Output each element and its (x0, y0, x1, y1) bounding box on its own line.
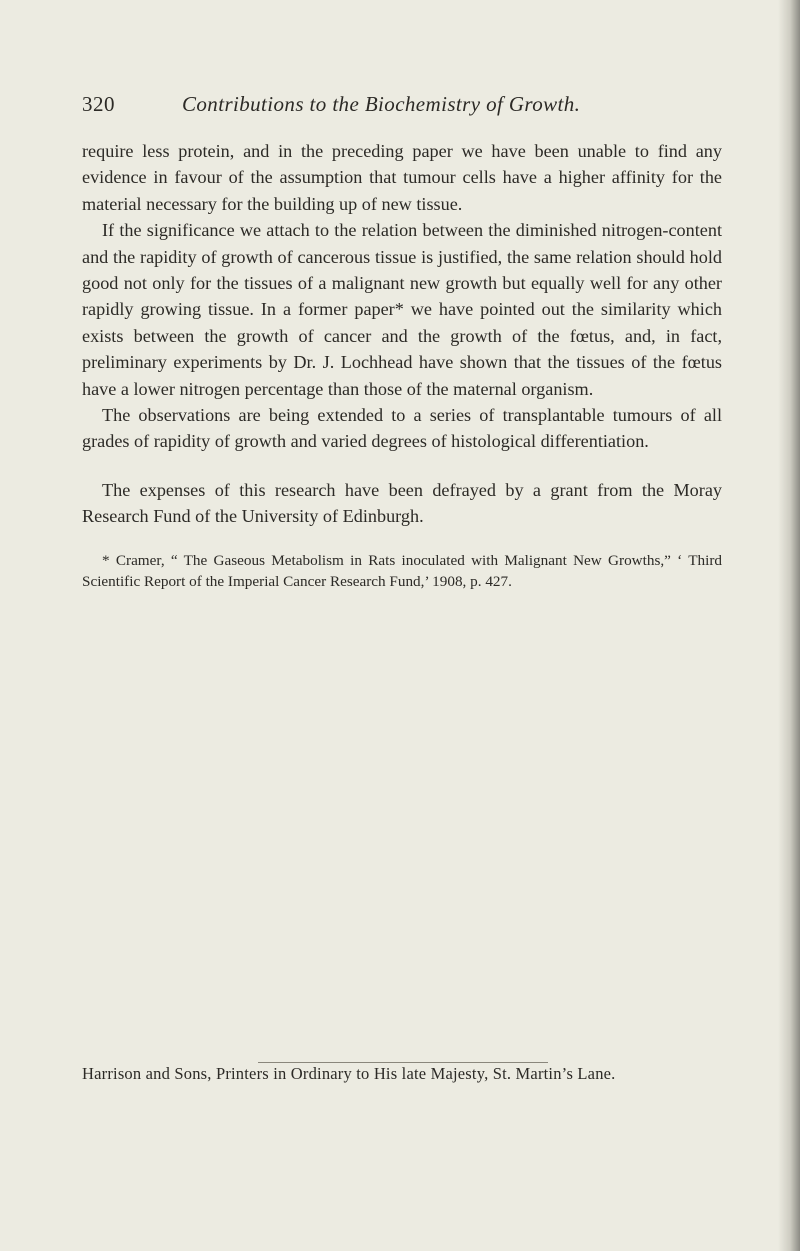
body-text (82, 138, 722, 530)
footnote-text: * Cramer, “ The Gaseous Metabolism in Rats inoculated with Malignant New Growths,” ‘ Third Scientific Report of the Imperial Cancer Research Fund,’ 1908, p. 427. (82, 552, 722, 590)
paragraph-nitrogen-relation: If the significance we attach to the relation between the diminished nitrogen-content and the rapidity of growth of cancerous tissue is justified, the same relation should hold good not only for the tissues of a malignant new growth but equally well for any other rapidly growing tissue. In a former paper* we have pointed out the similarity which exists between the growth of cancer and the growth of the fœtus, and, in fact, preliminary experiments by Dr. J. Lochhead have shown that the tissues of the fœtus have a lower nitrogen percentage than those of the maternal organism. (82, 220, 722, 399)
paragraph-acknowledgement: The expenses of this research have been defrayed by a grant from the Moray Research Fund of the University of Edinburgh. (82, 479, 722, 527)
running-title: Contributions to the Biochemistry of Growth. (182, 92, 581, 116)
paragraph-observations: The observations are being extended to a series of transplantable tumours of all grades of rapidity of growth and varied degrees of histological differentiation. (82, 405, 722, 452)
page-number: 320 (82, 92, 115, 116)
printer-imprint: Harrison and Sons, Printers in Ordinary to His late Majesty, St. Martin’s Lane. (82, 1064, 616, 1083)
running-header (82, 92, 722, 122)
paragraph-gap (82, 455, 722, 477)
footnote (82, 550, 722, 592)
page-edge-shadow (778, 0, 800, 1251)
paragraph-continued: require less protein, and in the preceding paper we have been unable to find any evidence in favour of the assumption that tumour cells have a higher affinity for the material necessary for the building up of new tissue. (82, 141, 722, 214)
imprint-rule (258, 1062, 548, 1063)
